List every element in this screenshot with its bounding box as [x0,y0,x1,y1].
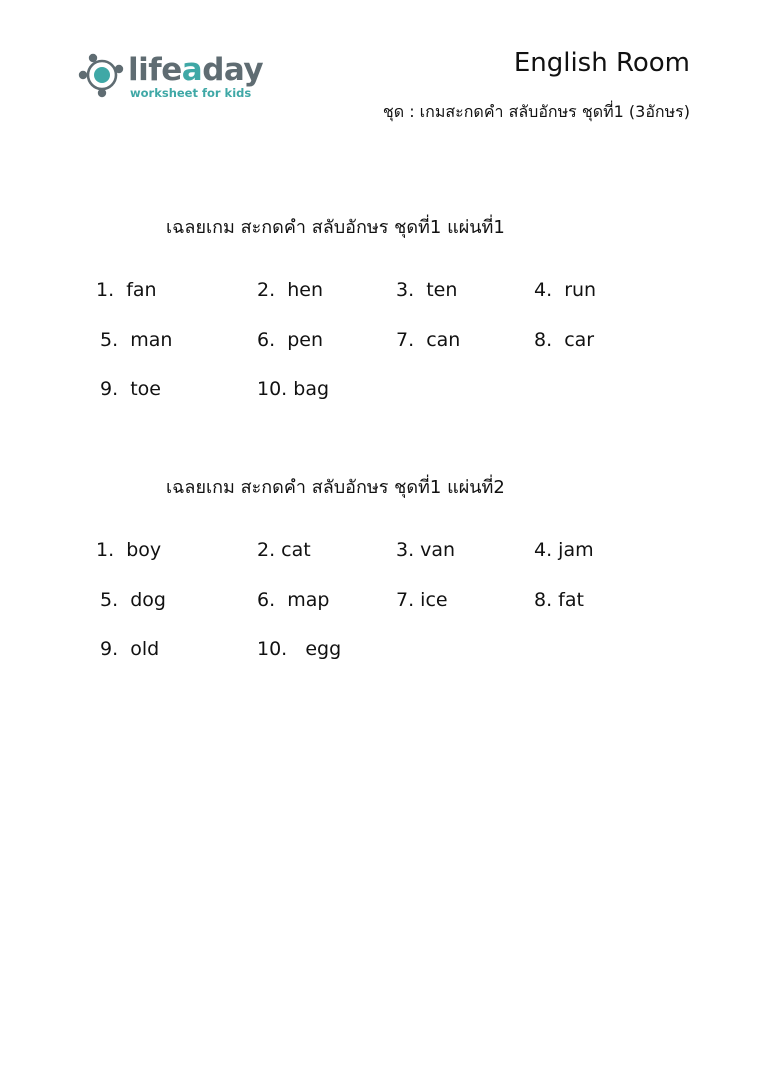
answer-item: 9. old [100,638,160,660]
answer-item: 1. boy [96,539,162,561]
logo-wordmark: lifeaday [128,52,264,88]
lifeaday-logo [78,50,263,102]
answer-item: 10. bag [257,378,330,400]
answer-item: 6. pen [257,329,323,351]
worksheet-set-label: ชุด : เกมสะกดคำ สลับอักษร ชุดที่1 (3อักษร) [382,102,690,121]
answer-item: 8. fat [534,589,584,611]
answer-item: 10. egg [257,638,342,660]
answer-item: 5. dog [100,589,166,611]
logo-tagline: worksheet for kids [130,86,252,100]
answer-item: 7. ice [396,589,448,611]
answer-key-heading-sheet-2: เฉลยเกม สะกดคำ สลับอักษร ชุดที่1 แผ่นที่2 [166,477,505,498]
answer-item: 8. car [534,329,595,351]
answer-item: 5. man [100,329,173,351]
answer-key-heading-sheet-1: เฉลยเกม สะกดคำ สลับอักษร ชุดที่1 แผ่นที่1 [166,217,505,238]
answer-item: 9. toe [100,378,161,400]
page-title: English Room [513,48,690,78]
answer-item: 1. fan [96,279,157,301]
answer-item: 7. can [396,329,461,351]
answer-item: 3. ten [396,279,458,301]
answer-item: 3. van [396,539,456,561]
lifeaday-logo-mark-icon [78,50,126,98]
answer-item: 4. jam [534,539,594,561]
answer-item: 6. map [257,589,330,611]
answer-item: 2. cat [257,539,311,561]
answer-item: 4. run [534,279,597,301]
answer-item: 2. hen [257,279,323,301]
